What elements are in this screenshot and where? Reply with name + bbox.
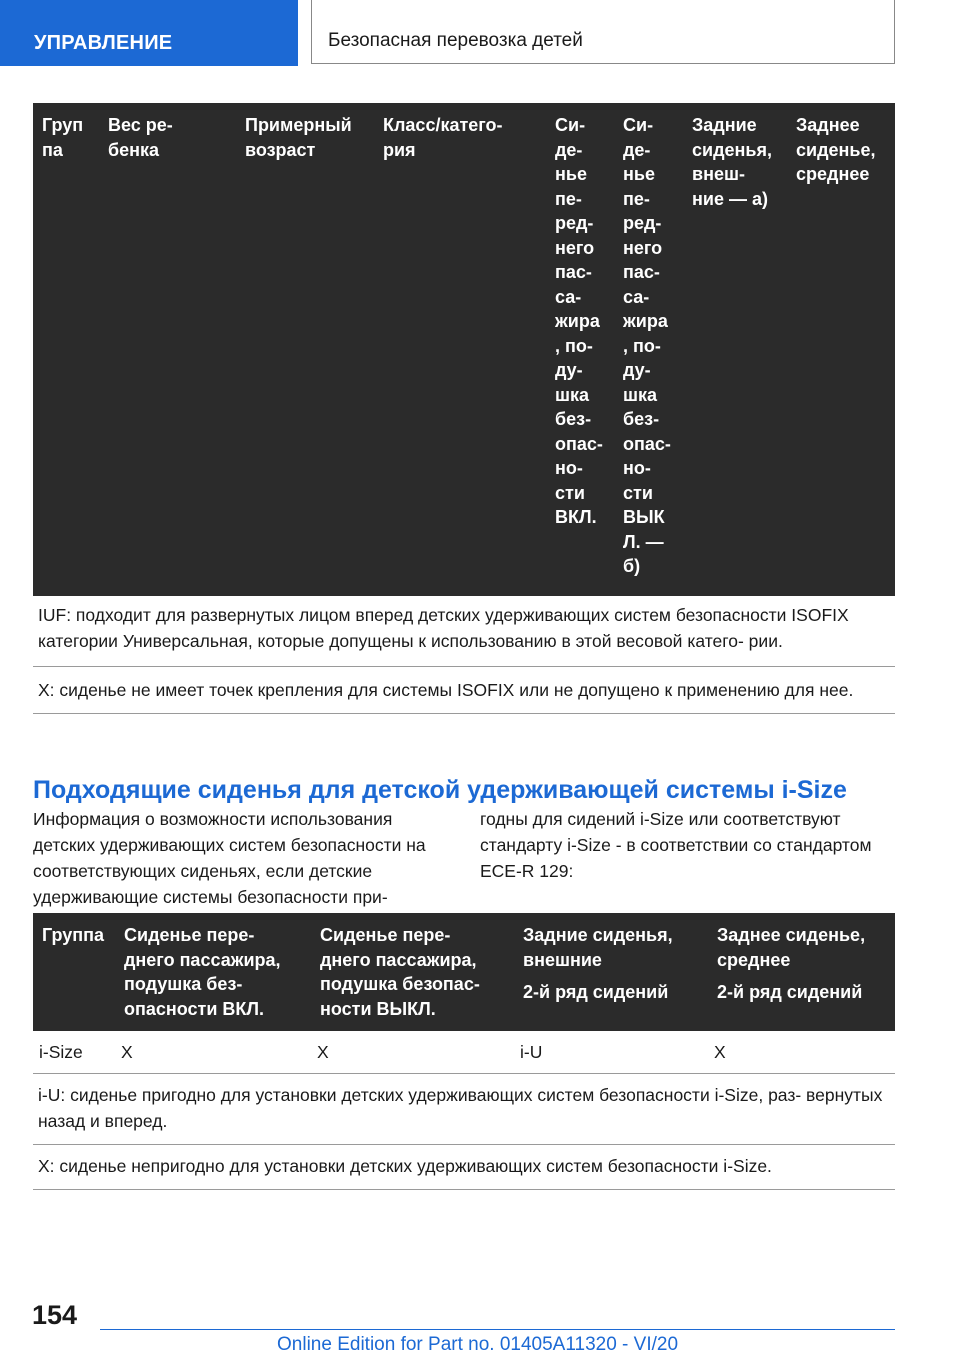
table-cell: X (115, 1031, 311, 1074)
column-header: Класс/катего- рия (374, 103, 546, 596)
table-note-row (33, 1145, 895, 1190)
column-subheader: 2-й ряд сидений (717, 982, 863, 1002)
table-cell: X (311, 1031, 514, 1074)
section-tab: УПРАВЛЕНИЕ (0, 0, 298, 66)
column-header: Си- де- нье пе- ред- него пас- са- жира , по- ду- шка без- опас- но- сти ВКЛ. (546, 103, 614, 596)
table-cell: X (708, 1031, 895, 1074)
isize-table (33, 913, 895, 1190)
column-header: Примерный возраст (236, 103, 374, 596)
page-header (0, 0, 960, 66)
edition-footer: Online Edition for Part no. 01405A11320 - VI/20 (277, 1334, 679, 1355)
table-note: X: сиденье не имеет точек крепления для системы ISOFIX или не допущено к применению для нее. (33, 667, 895, 714)
column-header: Заднее сиденье, среднее (787, 103, 895, 596)
page-number: 154 (32, 1300, 78, 1330)
column-header: Задние сиденья, внешние 2-й ряд сидений (514, 913, 708, 1031)
table-cell: i-Size (33, 1031, 115, 1074)
column-header: Си- де- нье пе- ред- него пас- са- жира , по- ду- шка без- опас- но- сти ВЫК Л. — б) (614, 103, 683, 596)
table-note-row (33, 596, 895, 667)
table-header-row (33, 913, 895, 1031)
column-subheader: 2-й ряд сидений (523, 982, 669, 1002)
table-note: IUF: подходит для развернутых лицом вперед детских удерживающих систем безопасности ISOFIX категории Универсальная, которые допущены к использованию в этой весовой катего- рии. (33, 596, 895, 667)
column-header: Сиденье пере- днего пассажира, подушка без- опасности ВКЛ. (115, 913, 311, 1031)
table-note-row (33, 667, 895, 714)
table-note: X: сиденье непригодно для установки детских удерживающих систем безопасности i-Size. (33, 1145, 895, 1190)
table-cell: i-U (514, 1031, 708, 1074)
body-text-right: годны для сидений i-Size или соответствуют стандарту i-Size - в соответствии со стандартом ECE-R 129: (480, 809, 872, 881)
chapter-title: Безопасная перевозка детей (311, 0, 895, 64)
column-header: Сиденье пере- днего пассажира, подушка безопас- ности ВЫКЛ. (311, 913, 514, 1031)
section-heading: Подходящие сиденья для детской удерживающей системы i-Size (33, 776, 847, 804)
table-header-row (33, 103, 895, 596)
column-header: Вес ре- бенка (99, 103, 236, 596)
column-header: Заднее сиденье, среднее 2-й ряд сидений (708, 913, 895, 1031)
column-header: Задние сиденья, внеш- ние — а) (683, 103, 787, 596)
body-text-left: Информация о возможности использования детских удерживающих систем безопасности на соответствующих сиденьях, если детские удерживающие системы безопасности при- (33, 809, 426, 907)
column-header: Груп па (33, 103, 99, 596)
column-header: Группа (33, 913, 115, 1031)
table-note: i-U: сиденье пригодно для установки детских удерживающих систем безопасности i-Size, раз- вернутых назад и вперед. (33, 1074, 895, 1145)
table-note-row (33, 1074, 895, 1145)
table-row (33, 1031, 895, 1074)
isofix-table (33, 103, 895, 714)
footer-divider (100, 1329, 895, 1330)
